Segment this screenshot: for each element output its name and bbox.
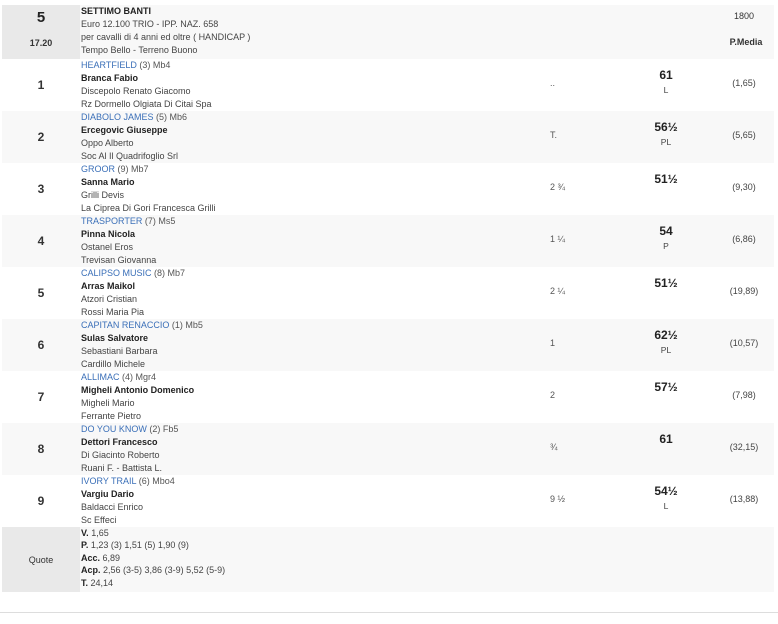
odds-value: (6,86) (732, 234, 756, 244)
horse-name-link[interactable]: TRASPORTER (81, 216, 143, 226)
horse-draw-info: (5) Mb6 (156, 112, 188, 122)
jockey-name: Vargiu Dario (81, 489, 135, 499)
weight-value: 61 (659, 432, 673, 446)
weight-tag: PL (660, 137, 672, 147)
race-conditions: per cavalli di 4 anni ed oltre ( HANDICAP ) (81, 32, 251, 42)
runner-info (81, 371, 531, 423)
runner-row (2, 163, 774, 215)
finish-position: 3 (37, 182, 45, 196)
distance-margin: 2 (550, 390, 556, 400)
owner-name: Trevisan Giovanna (81, 255, 157, 265)
quote-lines (81, 527, 225, 589)
quote-row (2, 527, 774, 592)
odds-value: (10,57) (729, 338, 759, 348)
distance-margin: ¾ (550, 442, 558, 452)
horse-name-link[interactable]: IVORY TRAIL (81, 476, 137, 486)
weight-value: 57½ (654, 380, 678, 394)
finish-position: 2 (37, 130, 45, 144)
weight-cell (628, 484, 704, 511)
race-number: 5 (36, 9, 46, 26)
runner-row (2, 215, 774, 267)
distance-margin: 1 ¼ (550, 234, 566, 244)
owner-name: La Ciprea Di Gori Francesca Grilli (81, 203, 216, 213)
weight-tag: L (663, 85, 669, 95)
race-results-table (2, 5, 774, 592)
runner-info (81, 111, 531, 163)
runner-row (2, 371, 774, 423)
runner-row (2, 475, 774, 527)
race-name: SETTIMO BANTI (81, 6, 151, 16)
runner-info (81, 319, 531, 371)
jockey-name: Arras Maikol (81, 281, 136, 291)
quote-key: Acc. (81, 552, 101, 563)
owner-name: Sc Effeci (81, 515, 117, 525)
horse-line (81, 319, 531, 332)
horse-name-link[interactable]: CALIPSO MUSIC (81, 268, 152, 278)
runner-info (81, 59, 531, 111)
distance-margin: .. (550, 78, 556, 88)
horse-draw-info: (6) Mbo4 (138, 476, 175, 486)
jockey-name: Pinna Nicola (81, 229, 136, 239)
horse-line (81, 267, 531, 280)
weight-value: 61 (659, 68, 673, 82)
footer-divider (0, 612, 778, 613)
weight-value: 54 (659, 224, 673, 238)
finish-position: 9 (37, 494, 45, 508)
trainer-name: Baldacci Enrico (81, 502, 144, 512)
odds-value: (19,89) (729, 286, 759, 296)
quote-line (81, 577, 225, 589)
trainer-name: Atzori Cristian (81, 294, 138, 304)
trainer-name: Oppo Alberto (81, 138, 134, 148)
distance-margin: T. (550, 130, 558, 140)
runner-row (2, 423, 774, 475)
horse-name-link[interactable]: HEARTFIELD (81, 60, 137, 70)
race-weather: Tempo Bello - Terreno Buono (81, 45, 198, 55)
horse-name-link[interactable]: CAPITAN RENACCIO (81, 320, 170, 330)
runner-row (2, 59, 774, 111)
horse-line (81, 475, 531, 488)
horse-draw-info: (4) Mgr4 (122, 372, 157, 382)
odds-value: (9,30) (732, 182, 756, 192)
quote-line (81, 539, 225, 551)
weight-cell (628, 432, 704, 449)
odds-value: (13,88) (729, 494, 759, 504)
weight-tag: L (663, 501, 669, 511)
race-header (2, 5, 774, 59)
weight-value: 56½ (654, 120, 678, 134)
quote-value: 24,14 (90, 577, 114, 588)
horse-name-link[interactable]: DIABOLO JAMES (81, 112, 154, 122)
jockey-name: Branca Fabio (81, 73, 139, 83)
weight-cell (628, 380, 704, 397)
owner-name: Ruani F. - Battista L. (81, 463, 163, 473)
runner-row (2, 267, 774, 319)
runner-info (81, 267, 531, 319)
weight-cell (628, 328, 704, 355)
runner-info (81, 423, 531, 475)
trainer-name: Discepolo Renato Giacomo (81, 86, 191, 96)
jockey-name: Sulas Salvatore (81, 333, 149, 343)
distance-margin: 2 ¾ (550, 182, 566, 192)
race-prize: Euro 12.100 TRIO - IPP. NAZ. 658 (81, 19, 219, 29)
runner-info (81, 163, 531, 215)
quote-key: P. (81, 540, 89, 551)
weight-tag: P (663, 241, 669, 251)
finish-position: 7 (37, 390, 45, 404)
horse-line (81, 59, 531, 72)
horse-line (81, 215, 531, 228)
runner-row (2, 111, 774, 163)
quote-key: V. (81, 528, 89, 538)
weight-value: 62½ (654, 328, 678, 342)
weight-cell (628, 276, 704, 293)
horse-draw-info: (2) Fb5 (149, 424, 179, 434)
horse-name-link[interactable]: DO YOU KNOW (81, 424, 147, 434)
jockey-name: Sanna Mario (81, 177, 135, 187)
quote-value: 2,56 (3-5) 3,86 (3-9) 5,52 (5-9) (103, 565, 226, 576)
pmedia-label: P.Media (729, 37, 763, 47)
trainer-name: Grilli Devis (81, 190, 125, 200)
race-info (81, 5, 250, 57)
finish-position: 4 (37, 234, 45, 248)
horse-draw-info: (3) Mb4 (139, 60, 171, 70)
weight-value: 54½ (654, 484, 678, 498)
owner-name: Cardillo Michele (81, 359, 146, 369)
horse-draw-info: (1) Mb5 (171, 320, 203, 330)
trainer-name: Di Giacinto Roberto (81, 450, 160, 460)
odds-value: (1,65) (732, 78, 756, 88)
quote-key: Acp. (81, 565, 101, 576)
jockey-name: Migheli Antonio Domenico (81, 385, 195, 395)
horse-draw-info: (7) Ms5 (144, 216, 176, 226)
owner-name: Rossi Maria Pia (81, 307, 145, 317)
distance-margin: 2 ¼ (550, 286, 566, 296)
owner-name: Rz Dormello Olgiata Di Citai Spa (81, 99, 212, 109)
runner-info (81, 475, 531, 527)
race-distance: 1800 (733, 11, 755, 21)
trainer-name: Sebastiani Barbara (81, 346, 158, 356)
finish-position: 6 (37, 338, 45, 352)
weight-cell (628, 68, 704, 95)
jockey-name: Dettori Francesco (81, 437, 158, 447)
horse-name-link[interactable]: ALLIMAC (81, 372, 120, 382)
trainer-name: Migheli Mario (81, 398, 135, 408)
race-number-cell (2, 5, 80, 59)
quote-value: 6,89 (102, 552, 121, 563)
horse-draw-info: (9) Mb7 (117, 164, 149, 174)
horse-line (81, 163, 531, 176)
quote-line (81, 527, 225, 539)
odds-value: (7,98) (732, 390, 756, 400)
horse-draw-info: (8) Mb7 (154, 268, 186, 278)
race-time: 17.20 (29, 38, 53, 48)
trainer-name: Ostanel Eros (81, 242, 134, 252)
distance-margin: 1 (550, 338, 556, 348)
horse-line (81, 423, 531, 436)
quote-label: Quote (2, 527, 80, 592)
runner-info (81, 215, 531, 267)
weight-tag: PL (660, 345, 672, 355)
weight-value: 51½ (654, 172, 678, 186)
finish-position: 5 (37, 286, 45, 300)
finish-position: 1 (37, 78, 45, 92)
horse-line (81, 371, 531, 384)
runner-row (2, 319, 774, 371)
finish-position: 8 (37, 442, 45, 456)
horse-name-link[interactable]: GROOR (81, 164, 116, 174)
quote-line (81, 564, 225, 576)
quote-line (81, 552, 225, 564)
odds-value: (5,65) (732, 130, 756, 140)
horse-line (81, 111, 531, 124)
quote-key: T. (81, 577, 89, 588)
jockey-name: Ercegovic Giuseppe (81, 125, 168, 135)
owner-name: Soc Al Il Quadrifoglio Srl (81, 151, 179, 161)
quote-value: 1,65 (91, 528, 109, 538)
distance-margin: 9 ½ (550, 494, 566, 504)
owner-name: Ferrante Pietro (81, 411, 142, 421)
odds-value: (32,15) (729, 442, 759, 452)
weight-cell (628, 172, 704, 189)
weight-value: 51½ (654, 276, 678, 290)
quote-value: 1,23 (3) 1,51 (5) 1,90 (9) (90, 540, 189, 551)
weight-cell (628, 224, 704, 251)
weight-cell (628, 120, 704, 147)
